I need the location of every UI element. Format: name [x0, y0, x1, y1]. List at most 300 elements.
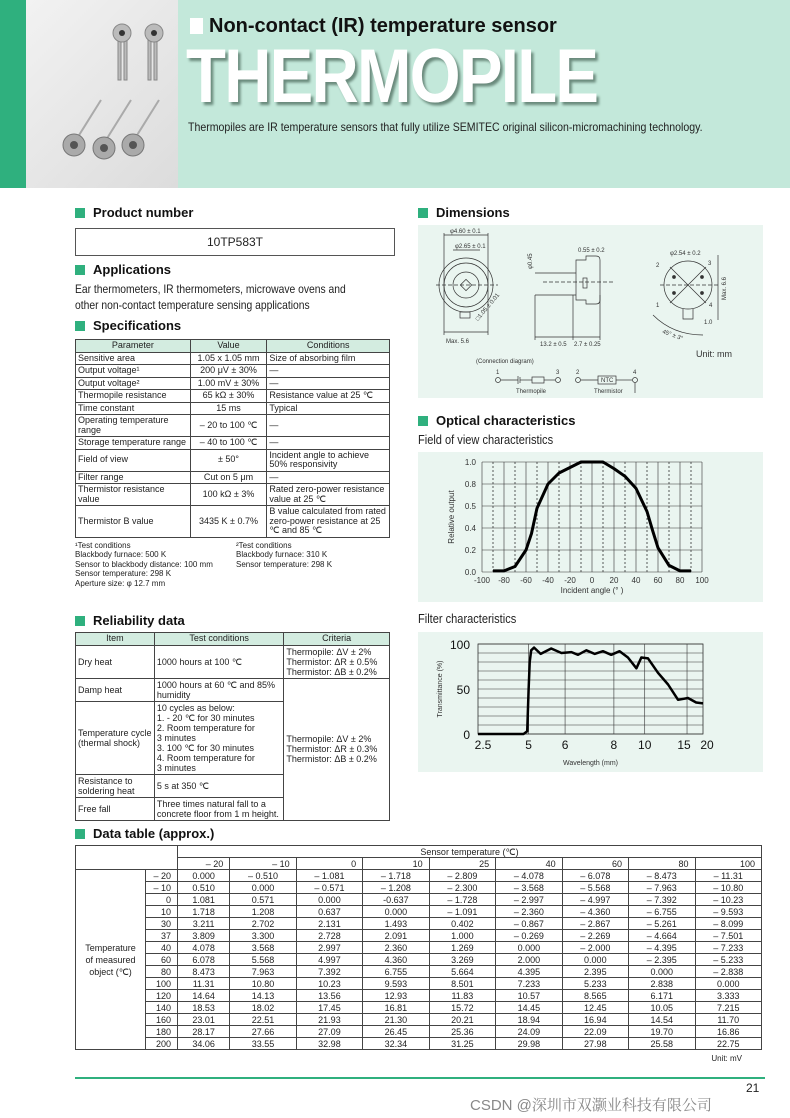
reliability-heading [75, 613, 185, 628]
value-cell: – 2.000 [562, 942, 628, 954]
dim-label: φ2.54 ± 0.2 [670, 251, 701, 257]
x-tick-label: -20 [564, 576, 576, 585]
table-cell: 1.00 mV ± 30% [190, 377, 267, 390]
table-cell: 10 cycles as below: 1. - 20 ℃ for 30 minutes 2. Room temperature for 3 minutes 3. 100 ℃ for 30 minutes 4. Room temperature for 3 minutes [154, 701, 284, 774]
object-temp: 10 [146, 906, 178, 918]
value-cell: 7.233 [496, 978, 562, 990]
footnote-line: Blackbody furnace: 310 K [236, 550, 328, 559]
value-cell: – 0.269 [496, 930, 562, 942]
page-title: THERMOPILE [186, 34, 598, 119]
heading-text: Dimensions [436, 205, 510, 220]
value-cell: 27.09 [296, 1026, 362, 1038]
pin-label: 1 [496, 370, 500, 376]
value-cell: 2.838 [629, 978, 695, 990]
value-cell: 0.571 [230, 894, 296, 906]
footnote-line: Blackbody furnace: 500 K [75, 550, 167, 559]
value-cell: 14.54 [629, 1014, 695, 1026]
table-row [76, 484, 390, 506]
value-cell: 18.02 [230, 1002, 296, 1014]
table-cell: Incident angle to achieve 50% responsivity [267, 449, 390, 471]
x-tick-label: -60 [520, 576, 532, 585]
dim-label: Max. 6.6 [722, 276, 728, 300]
table-cell: — [267, 365, 390, 378]
value-cell: – 6.078 [562, 870, 628, 882]
table-cell: Dry heat [76, 645, 155, 678]
table-cell: — [267, 415, 390, 437]
product-photo [26, 0, 178, 188]
specifications-section [75, 339, 390, 588]
footnotes [75, 541, 390, 589]
value-cell: – 5.568 [562, 882, 628, 894]
table-row [76, 918, 762, 930]
value-cell: 2.395 [562, 966, 628, 978]
value-cell: 1.493 [363, 918, 429, 930]
table-cell: Temperature cycle (thermal shock) [76, 701, 155, 774]
product-number-box: 10TP583T [75, 228, 395, 256]
table-row [76, 678, 390, 701]
value-cell: – 2.300 [429, 882, 495, 894]
pin-label: 3 [556, 370, 560, 376]
column-header: Value [190, 340, 267, 353]
dim-label: Max. 5.6 [446, 339, 470, 345]
value-cell: 11.70 [695, 1014, 761, 1026]
value-cell: – 4.078 [496, 870, 562, 882]
table-cell: Size of absorbing film [267, 352, 390, 365]
value-cell: 29.98 [496, 1038, 562, 1050]
value-cell: – 7.392 [629, 894, 695, 906]
table-row [76, 402, 390, 415]
x-tick-label: 20 [700, 738, 714, 752]
value-cell: 19.70 [629, 1026, 695, 1038]
table-cell: — [267, 471, 390, 484]
value-cell: – 1.728 [429, 894, 495, 906]
x-axis-label: Wavelength (mm) [563, 760, 618, 767]
value-cell: – 2.395 [629, 954, 695, 966]
dim-label: φ0.45 [528, 253, 534, 269]
y-tick-label: 0.5 [464, 502, 476, 511]
value-cell: 1.000 [429, 930, 495, 942]
value-cell: 0.000 [296, 894, 362, 906]
table-cell: ± 50° [190, 449, 267, 471]
table-row [76, 390, 390, 403]
value-cell: 25.36 [429, 1026, 495, 1038]
row-label: Temperature of measured object (℃) [85, 942, 136, 977]
description: Thermopiles are IR temperature sensors that fully utilize SEMITEC original silicon-micromachining technology. [188, 120, 703, 134]
value-cell: 21.30 [363, 1014, 429, 1026]
value-cell: 6.171 [629, 990, 695, 1002]
value-cell: – 7.501 [695, 930, 761, 942]
value-cell: – 0.571 [296, 882, 362, 894]
value-cell: – 2.360 [496, 906, 562, 918]
value-cell: 16.94 [562, 1014, 628, 1026]
table-cell: Rated zero-power resistance value at 25 ℃ [267, 484, 390, 506]
value-cell: 1.208 [230, 906, 296, 918]
value-cell: 2.702 [230, 918, 296, 930]
value-cell: 21.93 [296, 1014, 362, 1026]
sensor-temp-header: Sensor temperature (℃) [178, 846, 762, 858]
specifications-table [75, 339, 390, 538]
value-cell: 12.45 [562, 1002, 628, 1014]
x-tick-label: 20 [609, 576, 619, 585]
table-row [76, 942, 762, 954]
value-cell: 2.131 [296, 918, 362, 930]
sensor-temp: 0 [296, 858, 362, 870]
x-tick-label: 40 [631, 576, 641, 585]
object-temp: 30 [146, 918, 178, 930]
value-cell: 22.75 [695, 1038, 761, 1050]
sensor-temp: 60 [562, 858, 628, 870]
value-cell: 8.501 [429, 978, 495, 990]
dim-label: 45° ± 3° [661, 329, 684, 343]
x-tick-label: -100 [473, 576, 491, 585]
value-cell: 2.728 [296, 930, 362, 942]
value-cell: – 8.473 [629, 870, 695, 882]
table-row [76, 1002, 762, 1014]
table-cell: Output voltage² [76, 377, 191, 390]
table-row [76, 906, 762, 918]
value-cell: 3.333 [695, 990, 761, 1002]
table-cell: – 20 to 100 ℃ [190, 415, 267, 437]
data-table [75, 845, 762, 1050]
applications-line: Ear thermometers, IR thermometers, microwave ovens and [75, 282, 346, 296]
value-cell: 4.395 [496, 966, 562, 978]
value-cell: – 4.997 [562, 894, 628, 906]
value-cell: 0.000 [363, 906, 429, 918]
value-cell: – 0.867 [496, 918, 562, 930]
value-cell: – 2.269 [562, 930, 628, 942]
product-number-heading [75, 205, 193, 220]
value-cell: – 1.081 [296, 870, 362, 882]
column-header: Criteria [284, 633, 390, 646]
table-row [76, 978, 762, 990]
sensor-photo-icon [26, 0, 178, 188]
table-row [76, 1026, 762, 1038]
value-cell: 7.392 [296, 966, 362, 978]
object-temp: 100 [146, 978, 178, 990]
value-cell: 6.078 [178, 954, 230, 966]
table-row [76, 990, 762, 1002]
sensor-temp: – 20 [178, 858, 230, 870]
value-cell: 8.473 [178, 966, 230, 978]
table-cell: Sensitive area [76, 352, 191, 365]
square-bullet-icon [75, 616, 85, 626]
object-temp: – 20 [146, 870, 178, 882]
table-row [76, 930, 762, 942]
criteria-cell: Thermopile: ΔV ± 2% Thermistor: ΔR ± 0.5% Thermistor: ΔB ± 0.2% [284, 645, 390, 678]
square-bullet-icon [190, 18, 203, 34]
value-cell: 10.05 [629, 1002, 695, 1014]
value-cell: 26.45 [363, 1026, 429, 1038]
value-cell: – 8.099 [695, 918, 761, 930]
heading-text: Specifications [93, 318, 182, 333]
table-cell: Resistance to soldering heat [76, 774, 155, 797]
value-cell: 10.57 [496, 990, 562, 1002]
object-temp: 37 [146, 930, 178, 942]
dim-label: 13.2 ± 0.5 [540, 342, 567, 348]
value-cell: – 4.395 [629, 942, 695, 954]
table-cell: — [267, 437, 390, 450]
value-cell: 11.83 [429, 990, 495, 1002]
value-cell: 32.98 [296, 1038, 362, 1050]
object-temp: 200 [146, 1038, 178, 1050]
pin-label: 4 [709, 303, 713, 309]
table-cell: Thermistor B value [76, 506, 191, 538]
dimensions-drawing [418, 225, 763, 398]
footnote-line: Aperture size: φ 12.7 mm [75, 578, 166, 588]
table-cell: — [267, 377, 390, 390]
value-cell: 3.211 [178, 918, 230, 930]
heading-text: Applications [93, 262, 172, 277]
heading-text: Optical characteristics [436, 413, 576, 428]
pin-label: 2 [576, 370, 580, 376]
thermopile-label: Thermopile [516, 389, 547, 395]
table-cell: Field of view [76, 449, 191, 471]
column-header: Parameter [76, 340, 191, 353]
dim-label: φ4.60 ± 0.1 [450, 229, 481, 235]
applications-line: other non-contact temperature sensing applications [75, 298, 310, 312]
table-row [76, 352, 390, 365]
y-tick-label: 0.2 [464, 546, 476, 555]
dim-label: φ2.65 ± 0.1 [455, 244, 486, 250]
connection-label: (Connection diagram) [476, 359, 534, 365]
value-cell: 24.09 [496, 1026, 562, 1038]
footnote-line: ¹Test conditions [75, 540, 131, 550]
value-cell: – 2.867 [562, 918, 628, 930]
value-cell: 27.98 [562, 1038, 628, 1050]
value-cell: – 5.233 [695, 954, 761, 966]
heading-text: Data table (approx.) [93, 826, 215, 841]
table-cell: 65 kΩ ± 30% [190, 390, 267, 403]
filter-title: Filter characteristics [418, 611, 517, 626]
value-cell: 7.215 [695, 1002, 761, 1014]
table-row [76, 437, 390, 450]
dim-label: 0.55 ± 0.2 [578, 248, 605, 254]
unit-label: Unit: mm [696, 349, 732, 359]
x-tick-label: 0 [589, 576, 595, 585]
table-cell: Cut on 5 μm [190, 471, 267, 484]
table-row [76, 1038, 762, 1050]
filter-chart [418, 632, 763, 772]
y-tick-label: 0.4 [464, 524, 476, 533]
footnote-line: Sensor temperature: 298 K [75, 569, 172, 578]
header-row [76, 858, 762, 870]
object-temp: 140 [146, 1002, 178, 1014]
footnote-2 [236, 541, 332, 589]
square-bullet-icon [75, 321, 85, 331]
value-cell: 27.66 [230, 1026, 296, 1038]
value-cell: 2.091 [363, 930, 429, 942]
value-cell: 0.637 [296, 906, 362, 918]
x-tick-label: 15 [677, 738, 691, 752]
table-cell: 1.05 x 1.05 mm [190, 352, 267, 365]
value-cell: 17.45 [296, 1002, 362, 1014]
reliability-table [75, 632, 390, 821]
thermistor-label: Thermistor [594, 389, 623, 395]
value-cell: 28.17 [178, 1026, 230, 1038]
object-temp: 120 [146, 990, 178, 1002]
object-temp: 180 [146, 1026, 178, 1038]
criteria-cell: Thermopile: ΔV ± 2% Thermistor: ΔR ± 0.3% Thermistor: ΔB ± 0.2% [284, 678, 390, 820]
value-cell: 0.000 [562, 954, 628, 966]
y-tick-label: 0 [463, 728, 470, 742]
header-row [76, 846, 762, 858]
value-cell: 15.72 [429, 1002, 495, 1014]
value-cell: 31.25 [429, 1038, 495, 1050]
value-cell: 5.664 [429, 966, 495, 978]
table-cell: Filter range [76, 471, 191, 484]
value-cell: – 2.997 [496, 894, 562, 906]
heading-text: Reliability data [93, 613, 185, 628]
table-row [76, 882, 762, 894]
value-cell: – 9.593 [695, 906, 761, 918]
watermark: CSDN @深圳市双灏业科技有限公司 [470, 1097, 712, 1114]
table-row [76, 471, 390, 484]
value-cell: 6.755 [363, 966, 429, 978]
value-cell: 14.45 [496, 1002, 562, 1014]
value-cell: 25.58 [629, 1038, 695, 1050]
object-temp: 160 [146, 1014, 178, 1026]
table-cell: Output voltage¹ [76, 365, 191, 378]
table-cell: – 40 to 100 ℃ [190, 437, 267, 450]
value-cell: – 7.963 [629, 882, 695, 894]
value-cell: 1.081 [178, 894, 230, 906]
footnote-line: Sensor to blackbody distance: 100 mm [75, 559, 213, 569]
value-cell: – 4.664 [629, 930, 695, 942]
footer-divider [75, 1077, 765, 1079]
value-cell: 34.06 [178, 1038, 230, 1050]
value-cell: 5.233 [562, 978, 628, 990]
table-cell: Operating temperature range [76, 415, 191, 437]
pin-label: 4 [633, 370, 637, 376]
x-tick-label: 5 [525, 738, 532, 752]
value-cell: 0.402 [429, 918, 495, 930]
value-cell: 12.93 [363, 990, 429, 1002]
table-row [76, 954, 762, 966]
x-tick-label: 8 [610, 738, 618, 752]
table-cell: Time constant [76, 402, 191, 415]
square-bullet-icon [418, 208, 428, 218]
optical-heading [418, 413, 575, 428]
x-tick-label: 100 [695, 576, 709, 585]
value-cell: 3.809 [178, 930, 230, 942]
data-unit: Unit: mV [711, 1054, 742, 1063]
table-cell: Thermistor resistance value [76, 484, 191, 506]
value-cell: 16.86 [695, 1026, 761, 1038]
value-cell: 2.000 [496, 954, 562, 966]
column-header: Item [76, 633, 155, 646]
value-cell: – 10.23 [695, 894, 761, 906]
table-cell: Free fall [76, 797, 155, 820]
sensor-temp: 25 [429, 858, 495, 870]
value-cell: – 1.718 [363, 870, 429, 882]
fov-chart [418, 452, 763, 602]
table-cell: B value calculated from rated zero-power resistance at 25 ℃ and 85 ℃ [267, 506, 390, 538]
value-cell: 3.300 [230, 930, 296, 942]
table-cell: Storage temperature range [76, 437, 191, 450]
square-bullet-icon [418, 416, 428, 426]
table-cell: Damp heat [76, 678, 155, 701]
value-cell: 20.21 [429, 1014, 495, 1026]
x-tick-label: 2.5 [474, 738, 492, 752]
ntc-label: NTC [601, 378, 614, 384]
value-cell: – 3.568 [496, 882, 562, 894]
table-cell: 1000 hours at 100 ℃ [154, 645, 284, 678]
value-cell: 14.64 [178, 990, 230, 1002]
value-cell: 7.963 [230, 966, 296, 978]
value-cell: 0.000 [629, 966, 695, 978]
sensor-temp: 100 [695, 858, 761, 870]
value-cell: – 4.360 [562, 906, 628, 918]
table-row [76, 894, 762, 906]
value-cell: 4.997 [296, 954, 362, 966]
object-temp: 80 [146, 966, 178, 978]
column-header: Test conditions [154, 633, 284, 646]
value-cell: 11.31 [178, 978, 230, 990]
x-tick-label: -40 [542, 576, 554, 585]
footnote-line: Sensor temperature: 298 K [236, 559, 333, 569]
value-cell: 13.56 [296, 990, 362, 1002]
y-tick-label: 0.8 [464, 480, 476, 489]
value-cell: 18.53 [178, 1002, 230, 1014]
value-cell: 2.360 [363, 942, 429, 954]
data-table-section [75, 845, 762, 1064]
value-cell: – 2.838 [695, 966, 761, 978]
value-cell: 10.23 [296, 978, 362, 990]
table-row [76, 365, 390, 378]
table-cell: 15 ms [190, 402, 267, 415]
value-cell: 0.510 [178, 882, 230, 894]
y-axis-label: Transmittance (%) [437, 660, 444, 718]
value-cell: 1.269 [429, 942, 495, 954]
footnote-line: ²Test conditions [236, 540, 292, 550]
page-number: 21 [746, 1081, 760, 1095]
applications-text [75, 281, 346, 313]
x-tick-label: 10 [638, 738, 652, 752]
specifications-heading [75, 318, 181, 333]
table-cell: 5 s at 350 ℃ [154, 774, 284, 797]
value-cell: 5.568 [230, 954, 296, 966]
table-row [76, 645, 390, 678]
heading-text: Product number [93, 205, 194, 220]
data-table-heading [75, 826, 214, 841]
table-cell: Typical [267, 402, 390, 415]
dim-label: □1.05 ± 0.01 [474, 292, 502, 323]
applications-heading [75, 262, 171, 277]
square-bullet-icon [75, 208, 85, 218]
value-cell: 33.55 [230, 1038, 296, 1050]
value-cell: – 6.755 [629, 906, 695, 918]
footnote-1 [75, 541, 236, 589]
sensor-temp: 40 [496, 858, 562, 870]
value-cell: 2.997 [296, 942, 362, 954]
value-cell: 8.565 [562, 990, 628, 1002]
value-cell: 22.09 [562, 1026, 628, 1038]
table-row [76, 449, 390, 471]
sensor-temp: – 10 [230, 858, 296, 870]
y-tick-label: 100 [449, 638, 470, 652]
x-tick-label: 60 [653, 576, 663, 585]
table-cell: Resistance value at 25 ℃ [267, 390, 390, 403]
row-label-cell [76, 870, 146, 1050]
value-cell: – 10.80 [695, 882, 761, 894]
sensor-temp: 80 [629, 858, 695, 870]
object-temp: 60 [146, 954, 178, 966]
table-cell: Three times natural fall to a concrete floor from 1 m height. [154, 797, 284, 820]
value-cell: – 7.233 [695, 942, 761, 954]
table-row [76, 1014, 762, 1026]
value-cell: 9.593 [363, 978, 429, 990]
value-cell: 22.51 [230, 1014, 296, 1026]
